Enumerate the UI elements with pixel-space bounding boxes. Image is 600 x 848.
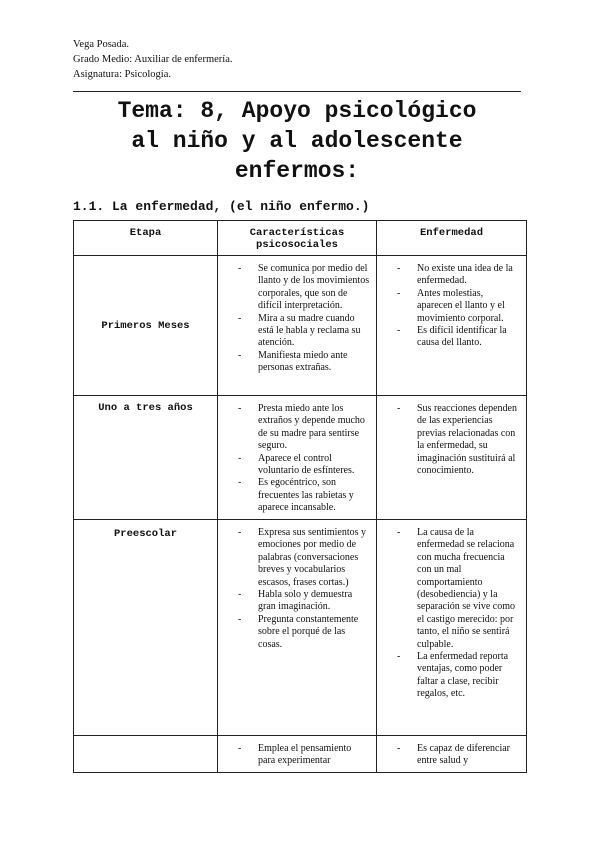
table-row: [74, 520, 527, 736]
stage-label: Uno a tres años: [98, 402, 193, 414]
table-row: [74, 396, 527, 520]
psychosocial-cell: [218, 736, 377, 773]
list-item: - Aparece el control voluntario de esfínteres.: [238, 453, 370, 478]
psychosocial-cell: [218, 520, 377, 736]
author-line: Vega Posada.: [73, 39, 129, 50]
header-psychosocial: [218, 221, 377, 256]
title-line-2: al niño y al adolescente: [131, 128, 463, 154]
subject-line: Asignatura: Psicología.: [73, 69, 171, 80]
header-psychosocial-line-1: Características: [249, 227, 345, 239]
list-item: - Pregunta constantemente sobre el porqué de las cosas.: [238, 614, 370, 651]
psychosocial-cell: [218, 396, 377, 520]
stage-label: Primeros Meses: [101, 319, 190, 332]
stage-label: Preescolar: [113, 528, 177, 540]
list-item: - La causa de la enfermedad se relaciona con mucha frecuencia con un mal comportamiento (desobediencia) y la separación se vive como el castigo merecido: por tanto, el niño se sentirá culpable.: [397, 527, 520, 651]
illness-cell: [377, 520, 527, 736]
grade-line: Grado Medio: Auxiliar de enfermería.: [73, 54, 233, 65]
title-line-3: enfermos:: [234, 158, 360, 184]
document-header: [73, 37, 232, 82]
list-item: - Sus reacciones dependen de las experiencias previas relacionadas con la enfermedad, su imaginación sustituirá al conocimiento.: [397, 403, 520, 477]
stage-cell: [74, 396, 218, 520]
list-item: - Antes molestias, aparecen el llanto y el movimiento corporal.: [397, 288, 520, 325]
list-item: - Emplea el pensamiento para experimentar: [238, 743, 370, 768]
list-item: - La enfermedad reporta ventajas, como poder faltar a clase, recibir regalos, etc.: [397, 651, 520, 701]
list-item: - Mira a su madre cuando está le habla y reclama su atención.: [238, 313, 370, 350]
header-psychosocial-line-2: psicosociales: [256, 239, 338, 251]
section-heading: 1.1. La enfermedad, (el niño enfermo.): [73, 199, 370, 214]
header-stage: Etapa: [74, 221, 218, 256]
table-row: [74, 736, 527, 773]
header-divider: [73, 91, 521, 92]
list-item: - Es difícil identificar la causa del llanto.: [397, 325, 520, 350]
header-illness: Enfermedad: [377, 221, 527, 256]
title-line-1: Tema: 8, Apoyo psicológico: [117, 98, 477, 124]
illness-cell: [377, 256, 527, 396]
table-row: [74, 256, 527, 396]
list-item: - Es capaz de diferenciar entre salud y: [397, 743, 520, 768]
stage-cell: [74, 520, 218, 736]
stages-table: [73, 220, 527, 773]
list-item: - Se comunica por medio del llanto y de los movimientos corporales, que son de difícil interpretación.: [238, 263, 370, 313]
list-item: - Manifiesta miedo ante personas extrañas.: [238, 350, 370, 375]
illness-cell: [377, 736, 527, 773]
table-header-row: [74, 221, 527, 256]
list-item: - Es egocéntrico, son frecuentes las rabietas y aparece incansable.: [238, 477, 370, 514]
page-title: [73, 96, 521, 186]
list-item: - Habla solo y demuestra gran imaginación.: [238, 589, 370, 614]
list-item: - Expresa sus sentimientos y emociones por medio de palabras (conversaciones breves y vocabularios escasos, frases cortas.): [238, 527, 370, 589]
list-item: - No existe una idea de la enfermedad.: [397, 263, 520, 288]
psychosocial-cell: [218, 256, 377, 396]
illness-cell: [377, 396, 527, 520]
stage-cell: [74, 736, 218, 773]
list-item: - Presta miedo ante los extraños y depende mucho de su madre para sentirse seguro.: [238, 403, 370, 453]
stage-cell: [74, 256, 218, 396]
